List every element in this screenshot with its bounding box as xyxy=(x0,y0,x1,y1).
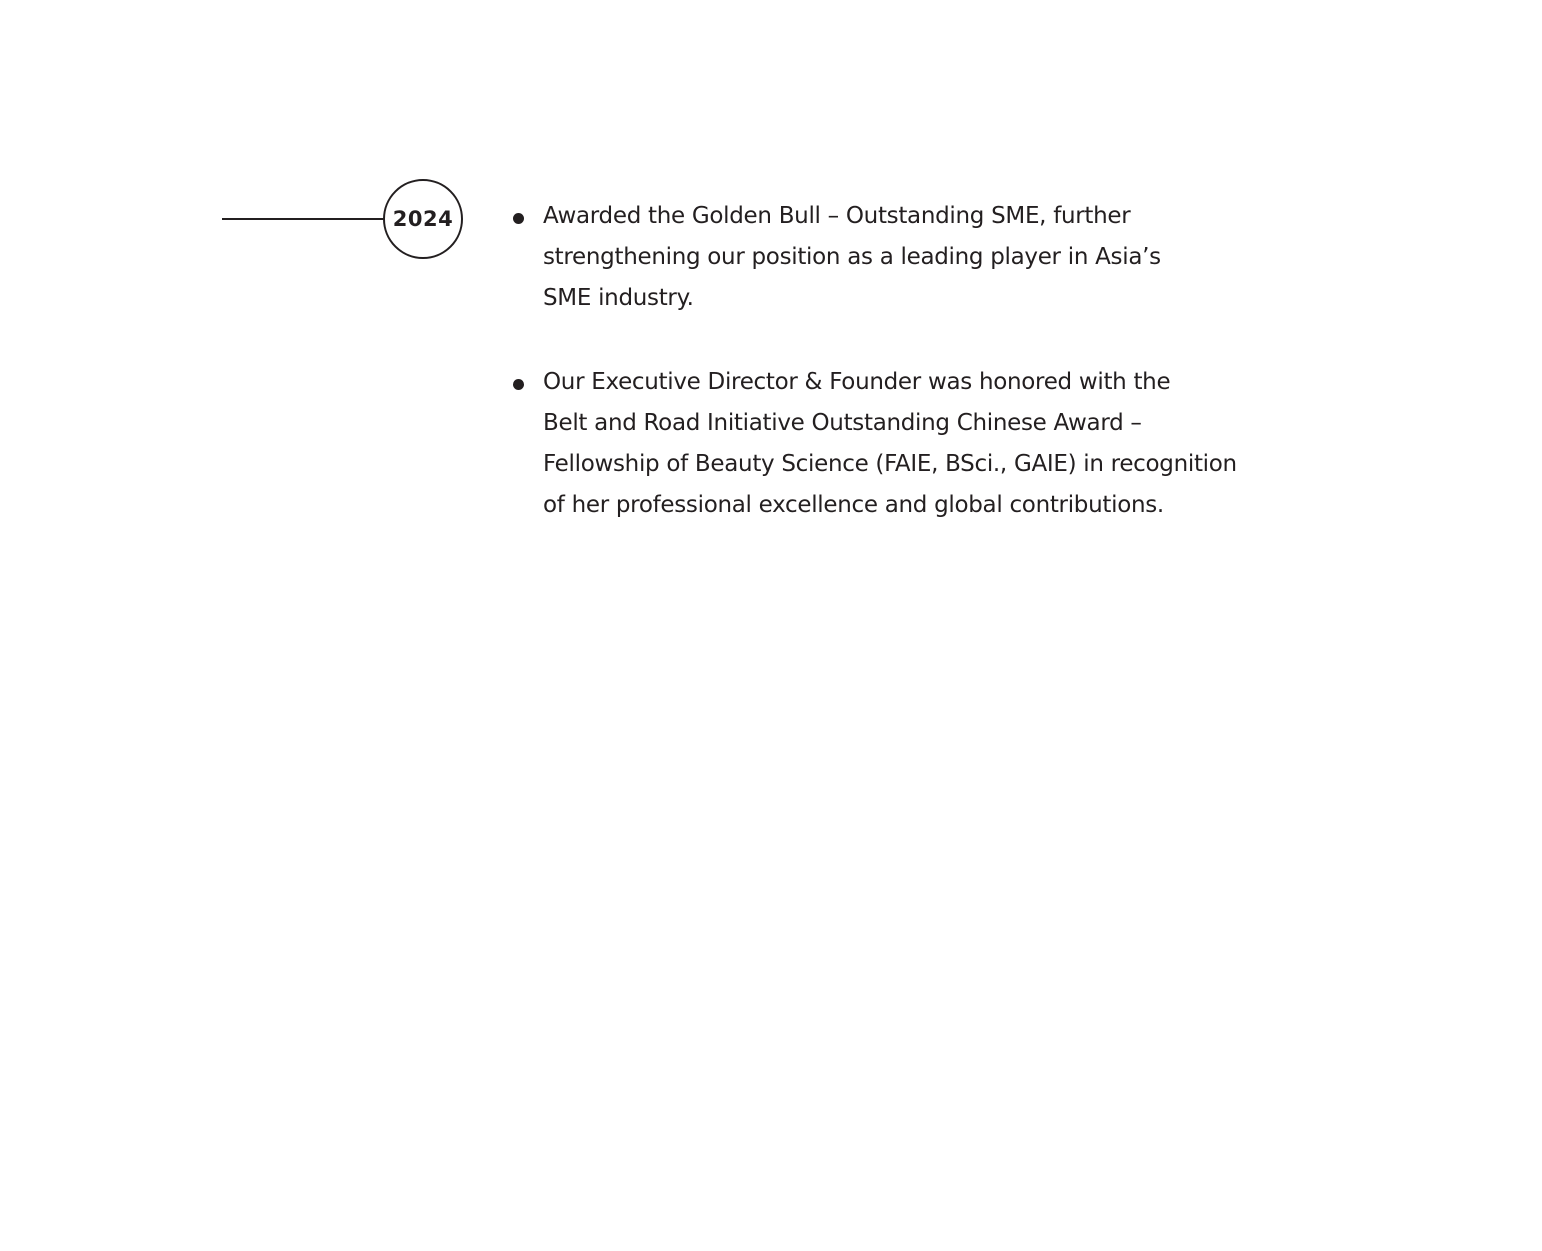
list-item xyxy=(510,196,1330,319)
event-text: Awarded the Golden Bull – Outstanding SME, further strengthening our position as a leading player in Asia’s SME industry. xyxy=(543,203,1161,311)
event-text: Our Executive Director & Founder was honored with the Belt and Road Initiative Outstanding Chinese Award – Fellowship of Beauty Science (FAIE, BSci., GAIE) in recognition of her professional excellence and global contributions. xyxy=(543,369,1237,518)
event-list xyxy=(510,196,1330,569)
timeline-connector-line xyxy=(222,218,384,220)
year-label: 2024 xyxy=(392,207,454,231)
bullet-icon xyxy=(513,379,524,390)
year-badge xyxy=(383,179,463,259)
bullet-icon xyxy=(513,213,524,224)
list-item xyxy=(510,362,1330,526)
